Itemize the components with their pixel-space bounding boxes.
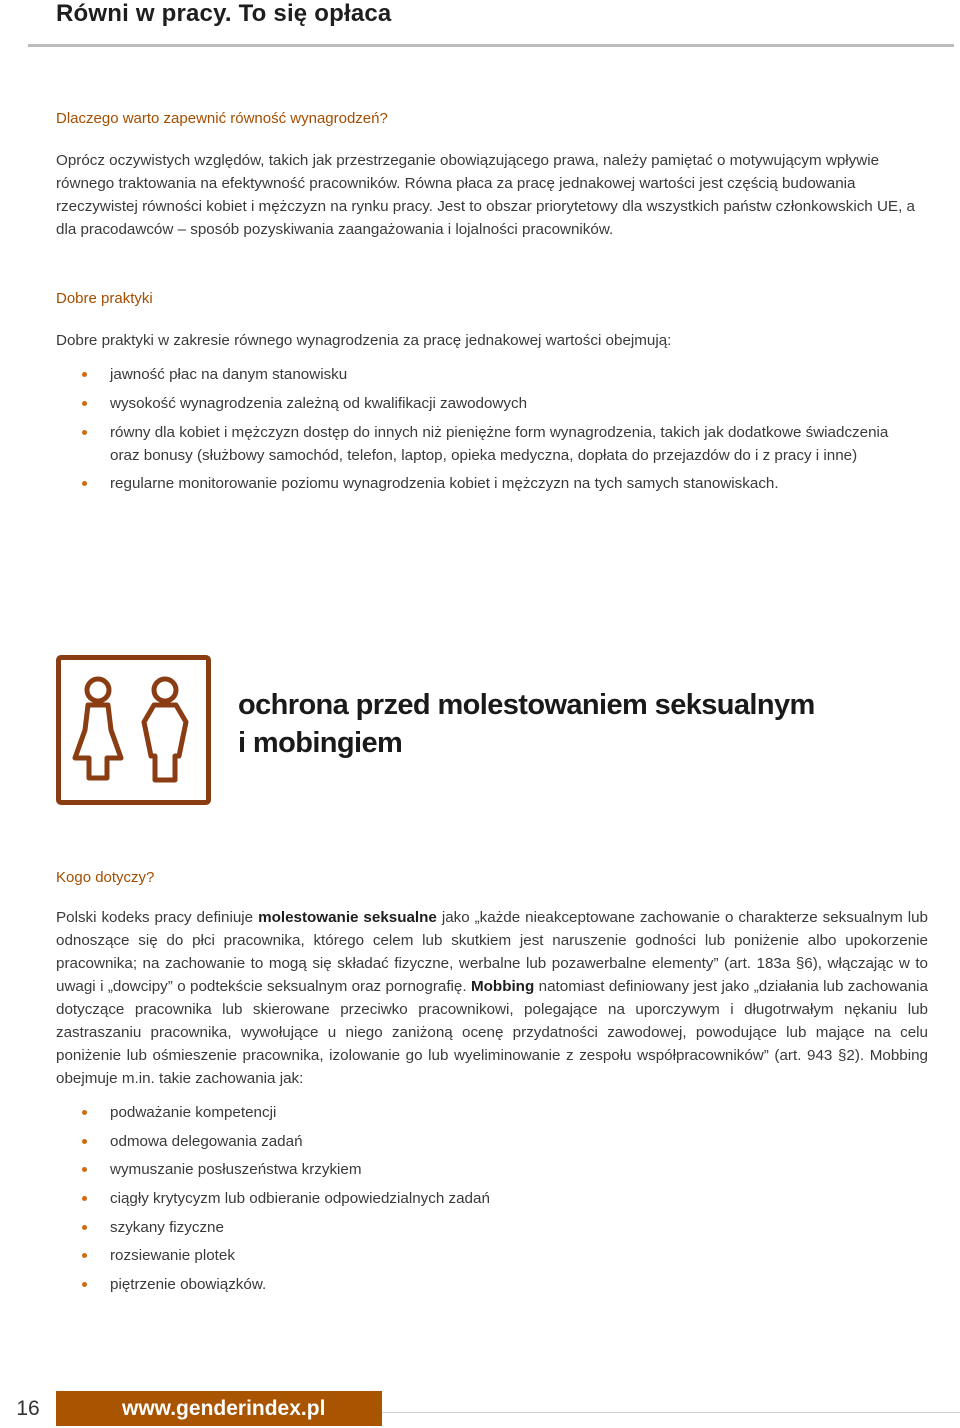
bold-term-harassment: molestowanie seksualne xyxy=(258,909,437,926)
page-number: 16 xyxy=(16,1396,40,1420)
bold-term-mobbing: Mobbing xyxy=(470,978,535,995)
list-item: odmowa delegowania zadań xyxy=(82,1130,902,1153)
footer-divider xyxy=(382,1412,960,1413)
paragraph-harassment-definition xyxy=(56,906,928,1090)
people-figures-icon-graphic xyxy=(61,660,206,800)
header-divider xyxy=(28,44,954,47)
section-heading-equal-pay: Dlaczego warto zapewnić równość wynagrodzeń? xyxy=(56,110,388,127)
paragraph-equal-pay: Oprócz oczywistych względów, takich jak przestrzeganie obowiązującego prawa, należy pamiętać o motywującym wpływie równego traktowania na efektywność pracowników. Równa płaca za pracę jednakowej wartości jest częścią budowania rzeczywistej równości kobiet i mężczyzn na rynku pracy. Jest to obszar priorytetowy dla wszystkich państw członkowskich UE, a dla pracodawców – sposób pozyskiwania zaangażowania i lojalności pracowników. xyxy=(56,152,915,238)
section-heading-who: Kogo dotyczy? xyxy=(56,869,155,886)
list-item: piętrzenie obowiązków. xyxy=(82,1273,902,1296)
people-figures-icon xyxy=(56,655,211,805)
list-item: wymuszanie posłuszeństwa krzykiem xyxy=(82,1158,902,1181)
list-item: regularne monitorowanie poziomu wynagrodzenia kobiet i mężczyzn na tych samych stanowiskach. xyxy=(82,472,902,495)
list-item: wysokość wynagrodzenia zależną od kwalifikacji zawodowych xyxy=(82,392,902,415)
list-item: równy dla kobiet i mężczyzn dostęp do innych niż pieniężne form wynagrodzenia, takich jak dodatkowe świadczenia oraz bonusy (służbowy samochód, telefon, laptop, opieka medyczna, dopłata do przejazdów do i z pracy i inne) xyxy=(82,421,902,467)
paragraph-good-practices-intro: Dobre praktyki w zakresie równego wynagrodzenia za pracę jednakowej wartości obejmują: xyxy=(56,332,672,349)
list-item: jawność płac na danym stanowisku xyxy=(82,363,902,386)
footer-website-link[interactable]: www.genderindex.pl xyxy=(122,1397,326,1420)
section-heading-good-practices: Dobre praktyki xyxy=(56,290,153,307)
list-item: ciągły krytycyzm lub odbieranie odpowiedzialnych zadań xyxy=(82,1187,902,1210)
text-run: jako „każde nieakceptowane zachowanie o charakterze seksualnym lub odnoszące się do płci pracownika, którego celem lub skutkiem jest naruszenie godności lub poniżenie albo upokorzenie pracownika; na zachowanie to mogą się składać fizyczne, werbalne lub pozawerbalne elementy” (art. 183a §6), włączając w to uwagi i „dowcipy” o podtekście seksualnym oraz pornografię. xyxy=(56,909,928,995)
list-item: szykany fizyczne xyxy=(82,1216,902,1239)
text-run: Polski kodeks pracy definiuje xyxy=(56,909,259,926)
chapter-title-line-2: i mobingiem xyxy=(238,727,403,759)
mobbing-behaviours-list xyxy=(82,1101,902,1296)
text-run: natomiast definiowany jest jako „działania lub zachowania dotyczące pracownika lub skierowane przeciwko pracownikowi, polegające na uporczywym i długotrwałym nękaniu lub zastraszaniu pracownika, wywołujące u niego zaniżoną ocenę przydatności zawodowej, powodujące lub mające na celu poniżenie lub ośmieszenie pracownika, izolowanie go lub wyeliminowanie z zespołu współpracowników” (art. 943 §2). Mobbing obejmuje m.in. takie zachowania jak: xyxy=(56,978,928,1087)
good-practices-list xyxy=(82,363,902,495)
list-item: rozsiewanie plotek xyxy=(82,1244,902,1267)
page-header-title: Równi w pracy. To się opłaca xyxy=(56,0,392,27)
list-item: podważanie kompetencji xyxy=(82,1101,902,1124)
chapter-title xyxy=(238,686,815,762)
chapter-title-line-1: ochrona przed molestowaniem seksualnym xyxy=(238,689,815,721)
